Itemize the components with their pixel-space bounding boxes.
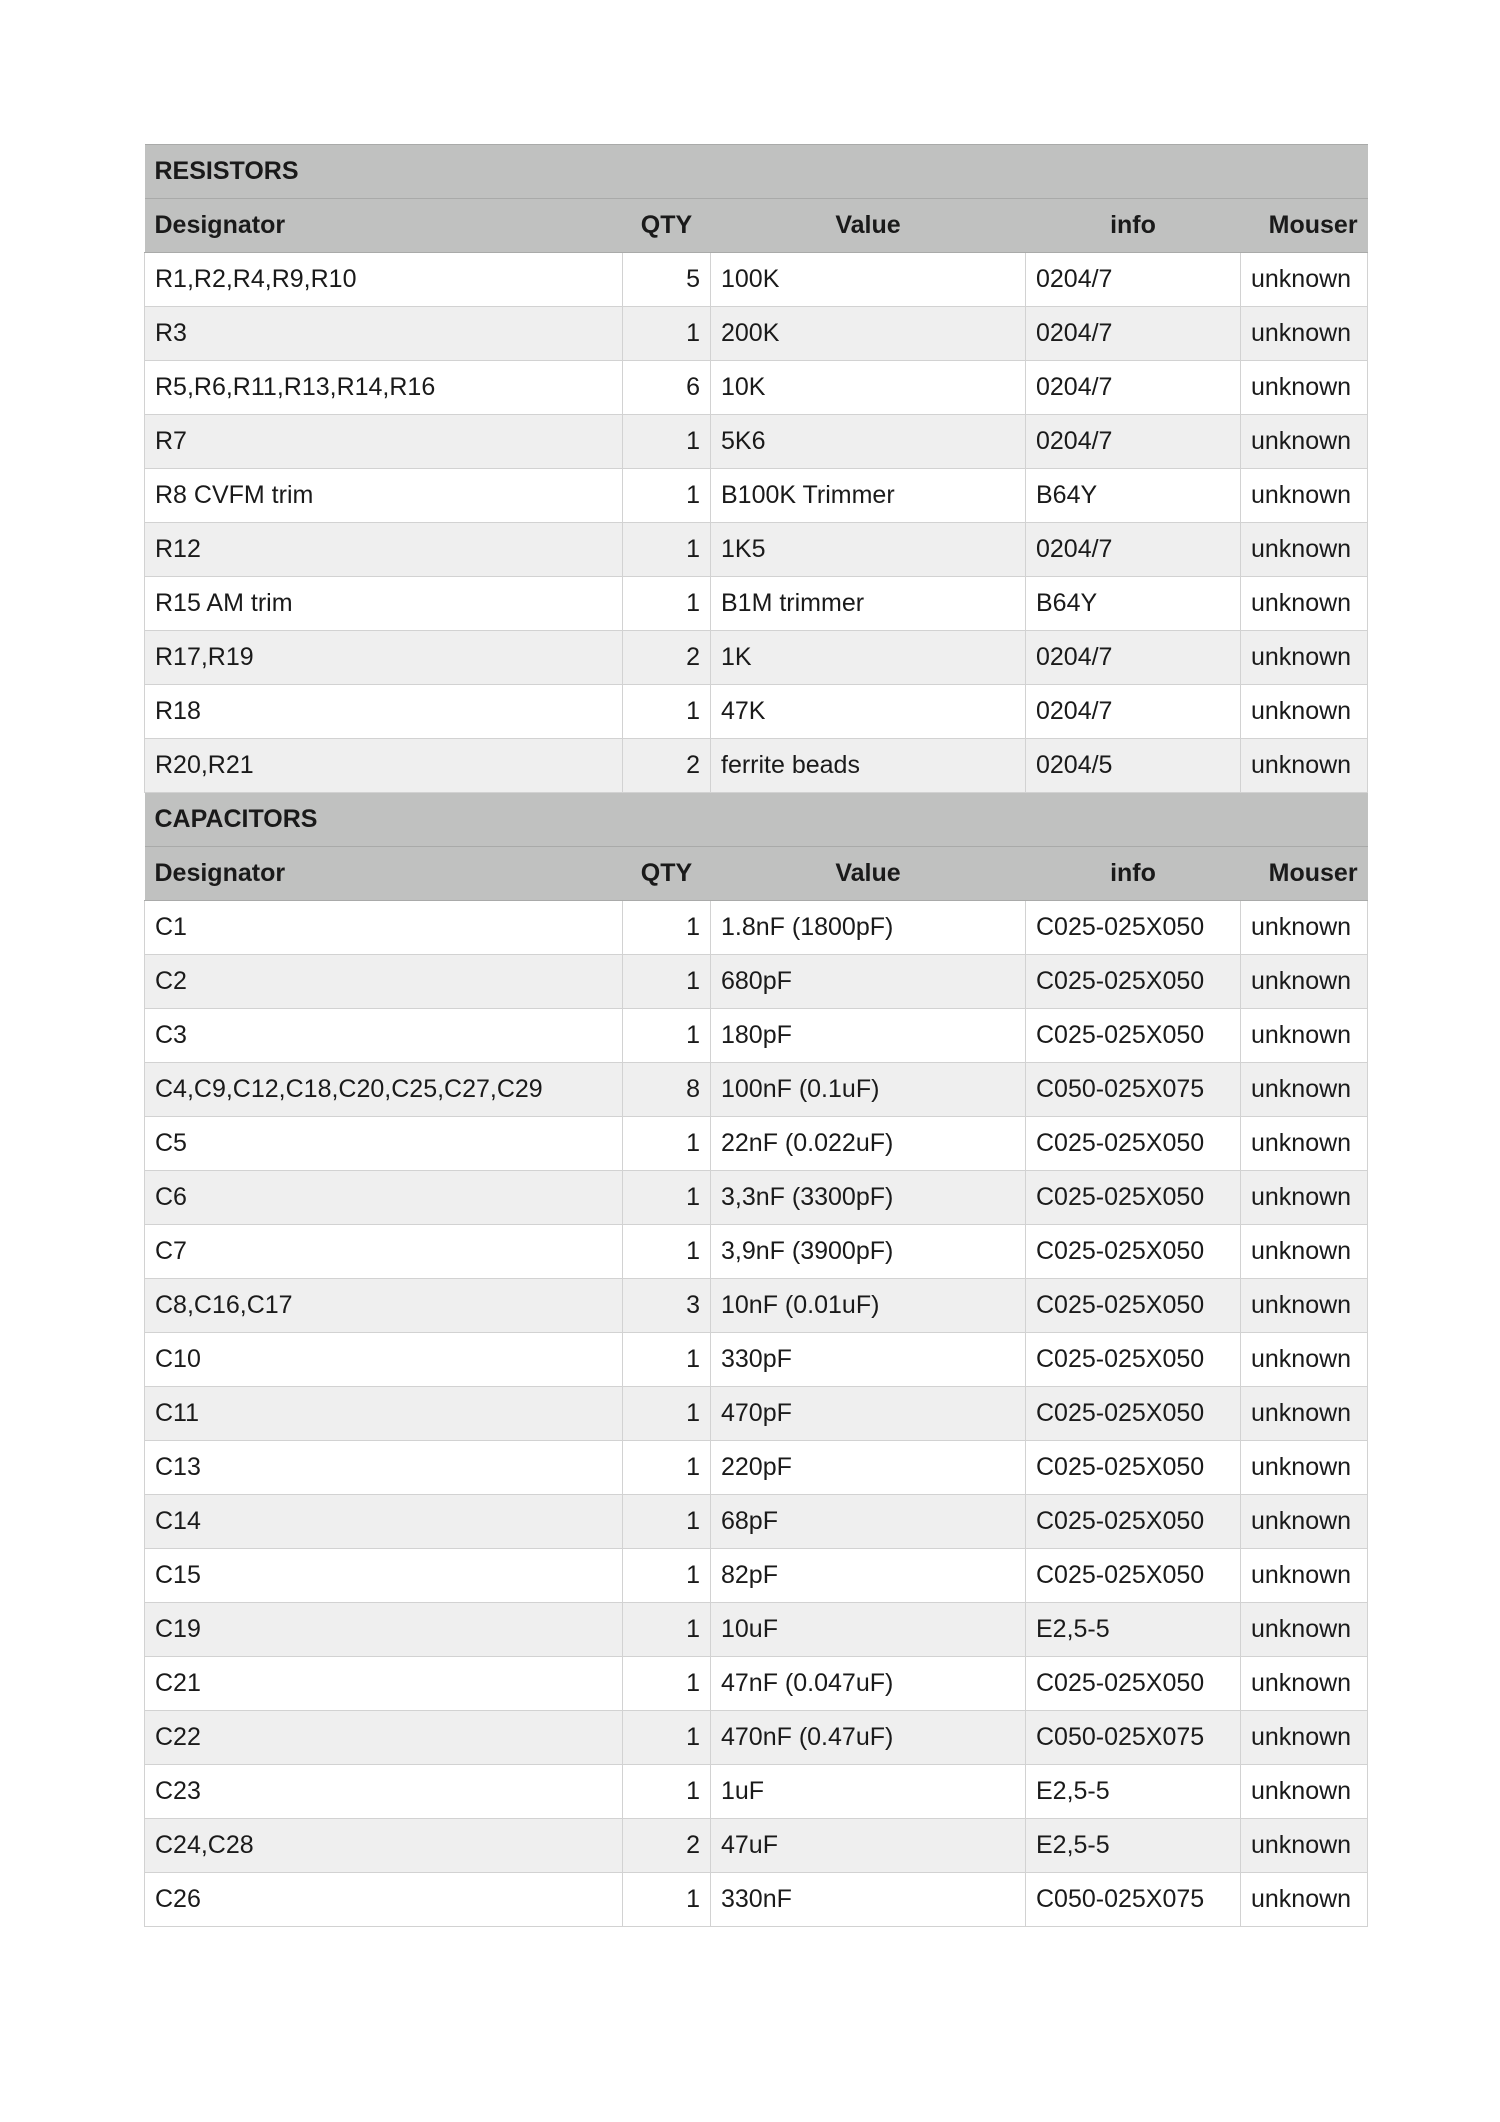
cell-value: B1M trimmer — [711, 577, 1026, 631]
cell-mouser: unknown — [1241, 361, 1368, 415]
cell-info: B64Y — [1026, 469, 1241, 523]
cell-info: C025-025X050 — [1026, 1387, 1241, 1441]
cell-info: 0204/7 — [1026, 685, 1241, 739]
cell-info: C050-025X075 — [1026, 1873, 1241, 1927]
cell-mouser: unknown — [1241, 1063, 1368, 1117]
cell-mouser: unknown — [1241, 1495, 1368, 1549]
bom-table — [144, 144, 1368, 1927]
cell-qty: 1 — [623, 469, 711, 523]
cell-mouser: unknown — [1241, 1333, 1368, 1387]
cell-info: C025-025X050 — [1026, 1495, 1241, 1549]
cell-qty: 3 — [623, 1279, 711, 1333]
column-header-row — [145, 199, 1368, 253]
cell-info: E2,5-5 — [1026, 1819, 1241, 1873]
cell-value: 82pF — [711, 1549, 1026, 1603]
cell-mouser: unknown — [1241, 1279, 1368, 1333]
column-header-info: info — [1026, 199, 1241, 253]
cell-info: E2,5-5 — [1026, 1603, 1241, 1657]
cell-mouser: unknown — [1241, 1225, 1368, 1279]
table-row — [145, 739, 1368, 793]
cell-designator: R3 — [145, 307, 623, 361]
table-row — [145, 1495, 1368, 1549]
cell-qty: 1 — [623, 415, 711, 469]
cell-designator: C2 — [145, 955, 623, 1009]
cell-info: 0204/7 — [1026, 307, 1241, 361]
column-header-info: info — [1026, 847, 1241, 901]
cell-qty: 1 — [623, 1441, 711, 1495]
cell-value: 3,3nF (3300pF) — [711, 1171, 1026, 1225]
table-row — [145, 1873, 1368, 1927]
cell-qty: 2 — [623, 1819, 711, 1873]
section-title-row — [145, 145, 1368, 199]
cell-value: 680pF — [711, 955, 1026, 1009]
cell-info: C025-025X050 — [1026, 1441, 1241, 1495]
cell-value: 10nF (0.01uF) — [711, 1279, 1026, 1333]
table-row — [145, 1711, 1368, 1765]
cell-mouser: unknown — [1241, 415, 1368, 469]
cell-info: C025-025X050 — [1026, 1009, 1241, 1063]
cell-info: C025-025X050 — [1026, 955, 1241, 1009]
cell-info: C025-025X050 — [1026, 1279, 1241, 1333]
table-row — [145, 1333, 1368, 1387]
cell-value: 47uF — [711, 1819, 1026, 1873]
table-row — [145, 1765, 1368, 1819]
cell-designator: C26 — [145, 1873, 623, 1927]
cell-value: 470pF — [711, 1387, 1026, 1441]
table-row — [145, 523, 1368, 577]
cell-designator: C14 — [145, 1495, 623, 1549]
bom-table-body — [145, 145, 1368, 1927]
cell-qty: 1 — [623, 1495, 711, 1549]
cell-mouser: unknown — [1241, 1171, 1368, 1225]
cell-qty: 1 — [623, 1171, 711, 1225]
section-title: CAPACITORS — [145, 793, 1368, 847]
table-row — [145, 955, 1368, 1009]
cell-qty: 6 — [623, 361, 711, 415]
cell-qty: 1 — [623, 1657, 711, 1711]
column-header-mouser: Mouser — [1241, 199, 1368, 253]
table-row — [145, 1009, 1368, 1063]
cell-mouser: unknown — [1241, 1387, 1368, 1441]
cell-mouser: unknown — [1241, 901, 1368, 955]
cell-value: 1.8nF (1800pF) — [711, 901, 1026, 955]
cell-value: B100K Trimmer — [711, 469, 1026, 523]
table-row — [145, 1603, 1368, 1657]
cell-qty: 1 — [623, 1765, 711, 1819]
cell-info: 0204/7 — [1026, 415, 1241, 469]
cell-designator: C19 — [145, 1603, 623, 1657]
cell-value: ferrite beads — [711, 739, 1026, 793]
cell-qty: 1 — [623, 955, 711, 1009]
table-row — [145, 901, 1368, 955]
cell-mouser: unknown — [1241, 1873, 1368, 1927]
cell-mouser: unknown — [1241, 1549, 1368, 1603]
cell-value: 100K — [711, 253, 1026, 307]
cell-info: E2,5-5 — [1026, 1765, 1241, 1819]
cell-designator: C15 — [145, 1549, 623, 1603]
cell-qty: 1 — [623, 577, 711, 631]
cell-designator: R17,R19 — [145, 631, 623, 685]
cell-mouser: unknown — [1241, 1117, 1368, 1171]
cell-mouser: unknown — [1241, 253, 1368, 307]
cell-value: 100nF (0.1uF) — [711, 1063, 1026, 1117]
cell-designator: C7 — [145, 1225, 623, 1279]
cell-info: C050-025X075 — [1026, 1063, 1241, 1117]
table-row — [145, 253, 1368, 307]
cell-qty: 1 — [623, 1009, 711, 1063]
cell-info: C025-025X050 — [1026, 1171, 1241, 1225]
table-row — [145, 631, 1368, 685]
cell-designator: C6 — [145, 1171, 623, 1225]
cell-value: 1uF — [711, 1765, 1026, 1819]
cell-qty: 1 — [623, 1225, 711, 1279]
table-row — [145, 1063, 1368, 1117]
cell-designator: R8 CVFM trim — [145, 469, 623, 523]
cell-designator: R12 — [145, 523, 623, 577]
column-header-value: Value — [711, 199, 1026, 253]
table-row — [145, 577, 1368, 631]
table-row — [145, 1441, 1368, 1495]
cell-info: C025-025X050 — [1026, 1333, 1241, 1387]
cell-mouser: unknown — [1241, 1765, 1368, 1819]
cell-info: 0204/7 — [1026, 631, 1241, 685]
cell-qty: 2 — [623, 739, 711, 793]
cell-qty: 2 — [623, 631, 711, 685]
table-row — [145, 1117, 1368, 1171]
cell-qty: 1 — [623, 1333, 711, 1387]
cell-value: 470nF (0.47uF) — [711, 1711, 1026, 1765]
cell-designator: R7 — [145, 415, 623, 469]
cell-qty: 1 — [623, 1387, 711, 1441]
cell-designator: C21 — [145, 1657, 623, 1711]
section-title-row — [145, 793, 1368, 847]
cell-mouser: unknown — [1241, 577, 1368, 631]
cell-designator: C11 — [145, 1387, 623, 1441]
cell-designator: C10 — [145, 1333, 623, 1387]
section-title: RESISTORS — [145, 145, 1368, 199]
column-header-designator: Designator — [145, 199, 623, 253]
cell-info: C025-025X050 — [1026, 1225, 1241, 1279]
cell-qty: 1 — [623, 901, 711, 955]
cell-info: C025-025X050 — [1026, 1657, 1241, 1711]
cell-designator: C8,C16,C17 — [145, 1279, 623, 1333]
column-header-qty: QTY — [623, 847, 711, 901]
cell-designator: R18 — [145, 685, 623, 739]
cell-qty: 1 — [623, 1549, 711, 1603]
cell-qty: 1 — [623, 1711, 711, 1765]
table-row — [145, 469, 1368, 523]
cell-mouser: unknown — [1241, 1009, 1368, 1063]
cell-mouser: unknown — [1241, 631, 1368, 685]
cell-designator: C22 — [145, 1711, 623, 1765]
cell-value: 1K5 — [711, 523, 1026, 577]
cell-value: 220pF — [711, 1441, 1026, 1495]
cell-mouser: unknown — [1241, 1657, 1368, 1711]
cell-value: 5K6 — [711, 415, 1026, 469]
cell-mouser: unknown — [1241, 955, 1368, 1009]
table-row — [145, 1171, 1368, 1225]
cell-qty: 1 — [623, 1603, 711, 1657]
column-header-designator: Designator — [145, 847, 623, 901]
table-row — [145, 307, 1368, 361]
cell-value: 3,9nF (3900pF) — [711, 1225, 1026, 1279]
cell-info: C050-025X075 — [1026, 1711, 1241, 1765]
table-row — [145, 1279, 1368, 1333]
cell-designator: R15 AM trim — [145, 577, 623, 631]
cell-value: 22nF (0.022uF) — [711, 1117, 1026, 1171]
cell-designator: R5,R6,R11,R13,R14,R16 — [145, 361, 623, 415]
cell-qty: 1 — [623, 523, 711, 577]
cell-value: 330pF — [711, 1333, 1026, 1387]
table-row — [145, 1549, 1368, 1603]
cell-mouser: unknown — [1241, 739, 1368, 793]
cell-designator: C5 — [145, 1117, 623, 1171]
cell-value: 330nF — [711, 1873, 1026, 1927]
cell-designator: R20,R21 — [145, 739, 623, 793]
cell-mouser: unknown — [1241, 685, 1368, 739]
cell-value: 200K — [711, 307, 1026, 361]
cell-info: C025-025X050 — [1026, 901, 1241, 955]
cell-info: 0204/7 — [1026, 523, 1241, 577]
table-row — [145, 1387, 1368, 1441]
cell-value: 1K — [711, 631, 1026, 685]
cell-designator: C23 — [145, 1765, 623, 1819]
cell-designator: C24,C28 — [145, 1819, 623, 1873]
cell-info: C025-025X050 — [1026, 1549, 1241, 1603]
cell-qty: 5 — [623, 253, 711, 307]
cell-qty: 8 — [623, 1063, 711, 1117]
cell-value: 10K — [711, 361, 1026, 415]
cell-info: 0204/5 — [1026, 739, 1241, 793]
cell-value: 180pF — [711, 1009, 1026, 1063]
cell-designator: C3 — [145, 1009, 623, 1063]
cell-mouser: unknown — [1241, 523, 1368, 577]
cell-mouser: unknown — [1241, 1819, 1368, 1873]
cell-mouser: unknown — [1241, 1711, 1368, 1765]
column-header-mouser: Mouser — [1241, 847, 1368, 901]
column-header-qty: QTY — [623, 199, 711, 253]
cell-designator: R1,R2,R4,R9,R10 — [145, 253, 623, 307]
cell-mouser: unknown — [1241, 1441, 1368, 1495]
table-row — [145, 1819, 1368, 1873]
cell-value: 47K — [711, 685, 1026, 739]
cell-designator: C1 — [145, 901, 623, 955]
cell-value: 10uF — [711, 1603, 1026, 1657]
cell-value: 47nF (0.047uF) — [711, 1657, 1026, 1711]
cell-qty: 1 — [623, 307, 711, 361]
column-header-row — [145, 847, 1368, 901]
table-row — [145, 685, 1368, 739]
cell-qty: 1 — [623, 1117, 711, 1171]
cell-mouser: unknown — [1241, 1603, 1368, 1657]
cell-info: 0204/7 — [1026, 253, 1241, 307]
cell-info: B64Y — [1026, 577, 1241, 631]
cell-designator: C4,C9,C12,C18,C20,C25,C27,C29 — [145, 1063, 623, 1117]
cell-value: 68pF — [711, 1495, 1026, 1549]
table-row — [145, 1657, 1368, 1711]
cell-designator: C13 — [145, 1441, 623, 1495]
cell-qty: 1 — [623, 1873, 711, 1927]
cell-qty: 1 — [623, 685, 711, 739]
cell-mouser: unknown — [1241, 307, 1368, 361]
table-row — [145, 1225, 1368, 1279]
cell-info: 0204/7 — [1026, 361, 1241, 415]
table-row — [145, 361, 1368, 415]
cell-mouser: unknown — [1241, 469, 1368, 523]
table-row — [145, 415, 1368, 469]
cell-info: C025-025X050 — [1026, 1117, 1241, 1171]
column-header-value: Value — [711, 847, 1026, 901]
